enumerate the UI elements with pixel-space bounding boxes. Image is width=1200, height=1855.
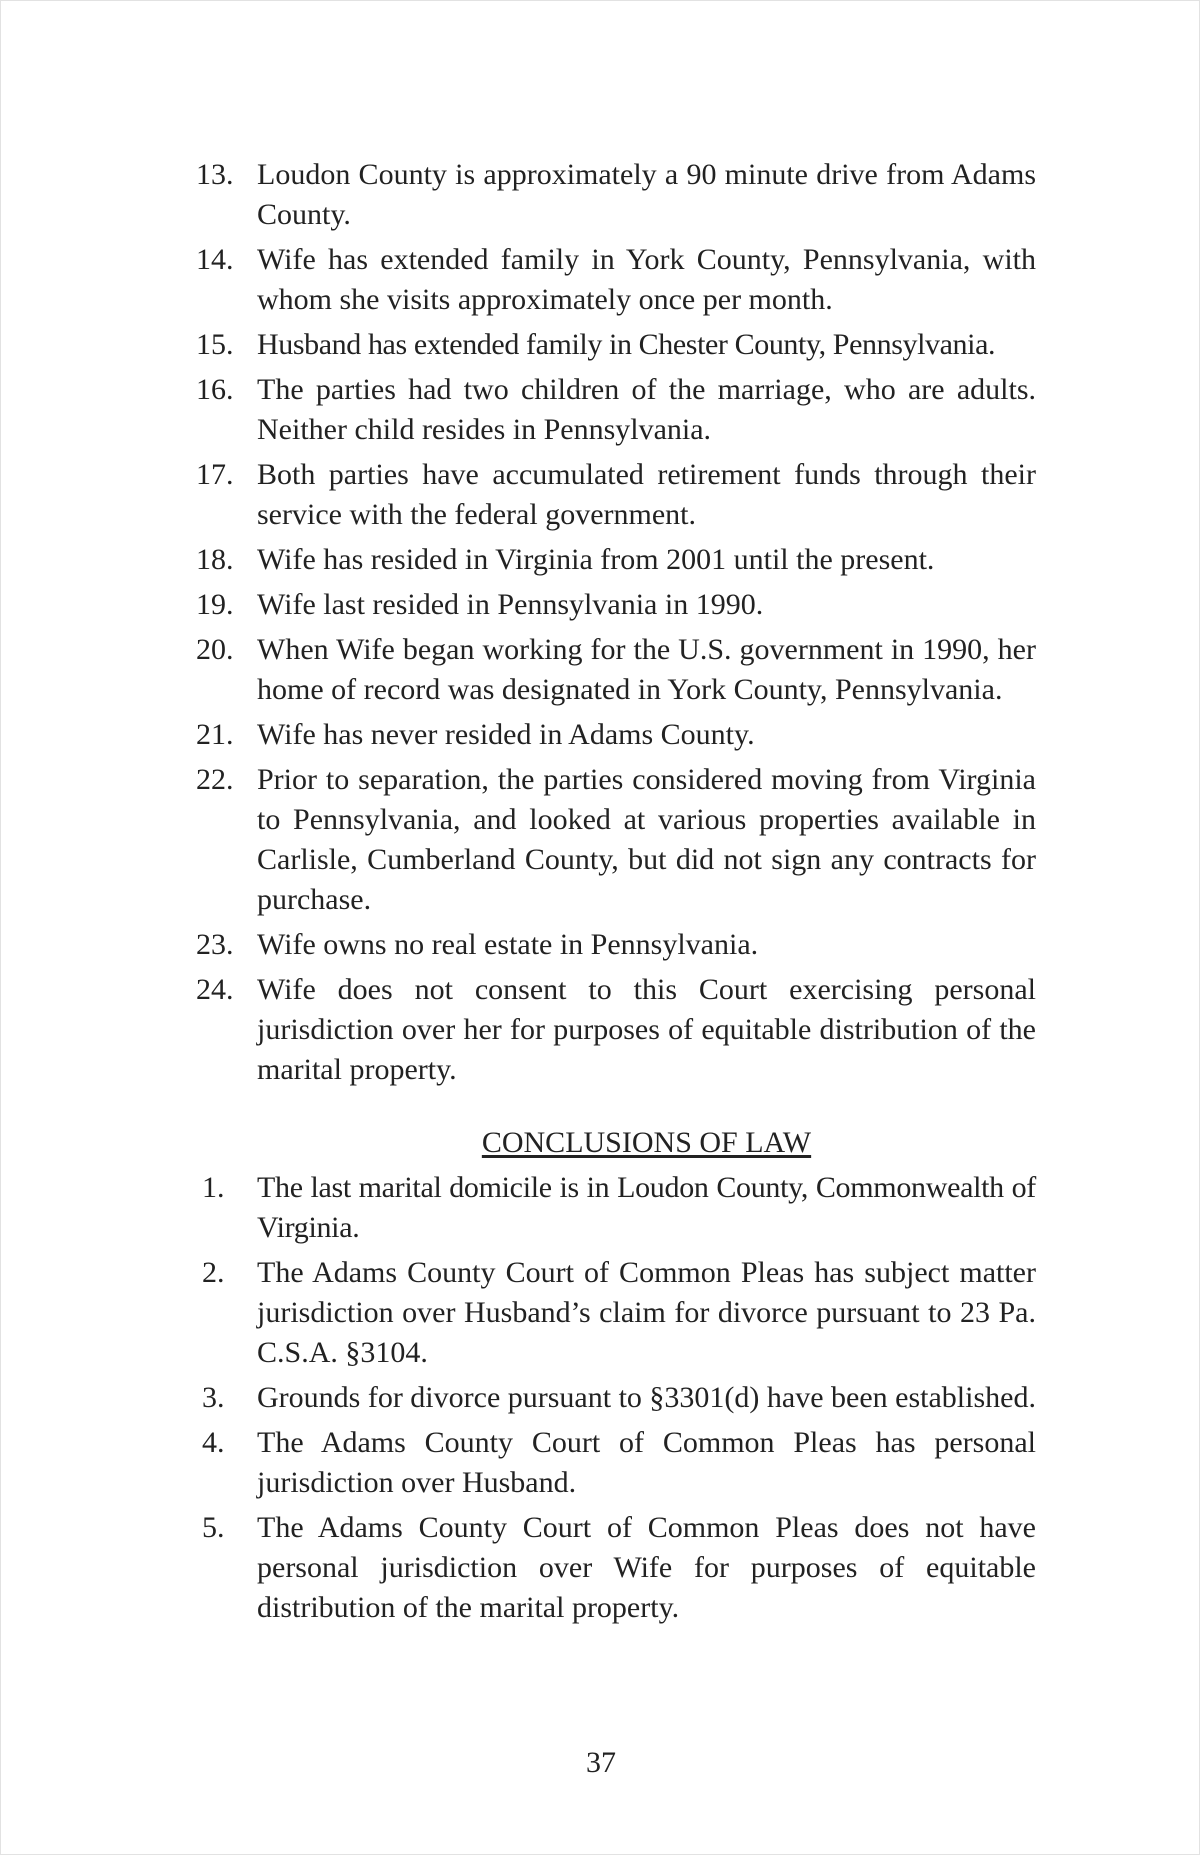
finding-item (196, 715, 1036, 755)
finding-number: 15. (196, 328, 234, 361)
finding-text: The parties had two children of the marriage, who are adults. Neither child resides in Pennsylvania. (257, 373, 1036, 446)
finding-text: Husband has extended family in Chester County, Pennsylvania. (257, 328, 996, 361)
finding-item (196, 630, 1036, 710)
finding-item (196, 760, 1036, 920)
finding-number: 20. (196, 633, 234, 666)
finding-text: Wife last resided in Pennsylvania in 1990. (257, 588, 764, 621)
finding-item (196, 240, 1036, 320)
finding-number: 18. (196, 543, 234, 576)
finding-item (196, 970, 1036, 1090)
finding-text: Wife does not consent to this Court exercising personal jurisdiction over her for purposes of equitable distribution of the marital property. (257, 973, 1036, 1086)
finding-text: Loudon County is approximately a 90 minute drive from Adams County. (257, 158, 1036, 231)
finding-text: Both parties have accumulated retirement funds through their service with the federal government. (257, 458, 1036, 531)
finding-item (196, 155, 1036, 235)
conclusion-item (196, 1378, 1036, 1418)
finding-number: 14. (196, 243, 234, 276)
finding-item (196, 455, 1036, 535)
finding-number: 23. (196, 928, 234, 961)
finding-item (196, 325, 1036, 365)
page-number: 37 (586, 1746, 616, 1779)
page-content (196, 155, 1036, 1633)
finding-number: 13. (196, 158, 234, 191)
conclusions-heading: CONCLUSIONS OF LAW (481, 1126, 812, 1159)
conclusion-item (196, 1423, 1036, 1503)
finding-text: When Wife began working for the U.S. government in 1990, her home of record was designated in York County, Pennsylvania. (257, 633, 1036, 706)
conclusion-item (196, 1253, 1036, 1373)
finding-number: 21. (196, 718, 234, 751)
conclusion-number: 1. (202, 1171, 225, 1204)
conclusion-number: 5. (202, 1511, 225, 1544)
conclusion-number: 2. (202, 1256, 225, 1289)
conclusion-number: 3. (202, 1381, 225, 1414)
finding-text: Wife has extended family in York County, Pennsylvania, with whom she visits approximately once per month. (257, 243, 1036, 316)
finding-number: 24. (196, 973, 234, 1006)
finding-number: 22. (196, 763, 234, 796)
conclusion-text: The Adams County Court of Common Pleas does not have personal jurisdiction over Wife for purposes of equitable distribution of the marital property. (257, 1511, 1036, 1624)
findings-list (196, 155, 1036, 1090)
finding-number: 17. (196, 458, 234, 491)
finding-item (196, 370, 1036, 450)
finding-number: 19. (196, 588, 234, 621)
finding-item (196, 585, 1036, 625)
conclusion-text: Grounds for divorce pursuant to §3301(d) have been established. (257, 1381, 1036, 1414)
finding-text: Wife has resided in Virginia from 2001 until the present. (257, 543, 935, 576)
finding-item (196, 925, 1036, 965)
conclusion-text: The Adams County Court of Common Pleas has personal jurisdiction over Husband. (257, 1426, 1036, 1499)
finding-number: 16. (196, 373, 234, 406)
conclusion-text: The Adams County Court of Common Pleas has subject matter jurisdiction over Husband’s claim for divorce pursuant to 23 Pa. C.S.A. §3104. (257, 1256, 1036, 1369)
finding-text: Prior to separation, the parties considered moving from Virginia to Pennsylvania, and looked at various properties available in Carlisle, Cumberland County, but did not sign any contracts for purchase. (257, 763, 1036, 916)
conclusion-number: 4. (202, 1426, 225, 1459)
finding-item (196, 540, 1036, 580)
conclusion-text: The last marital domicile is in Loudon County, Commonwealth of Virginia. (257, 1171, 1036, 1244)
conclusion-item (196, 1508, 1036, 1628)
finding-text: Wife has never resided in Adams County. (257, 718, 755, 751)
finding-text: Wife owns no real estate in Pennsylvania. (257, 928, 759, 961)
conclusions-list (196, 1168, 1036, 1628)
conclusion-item (196, 1168, 1036, 1248)
